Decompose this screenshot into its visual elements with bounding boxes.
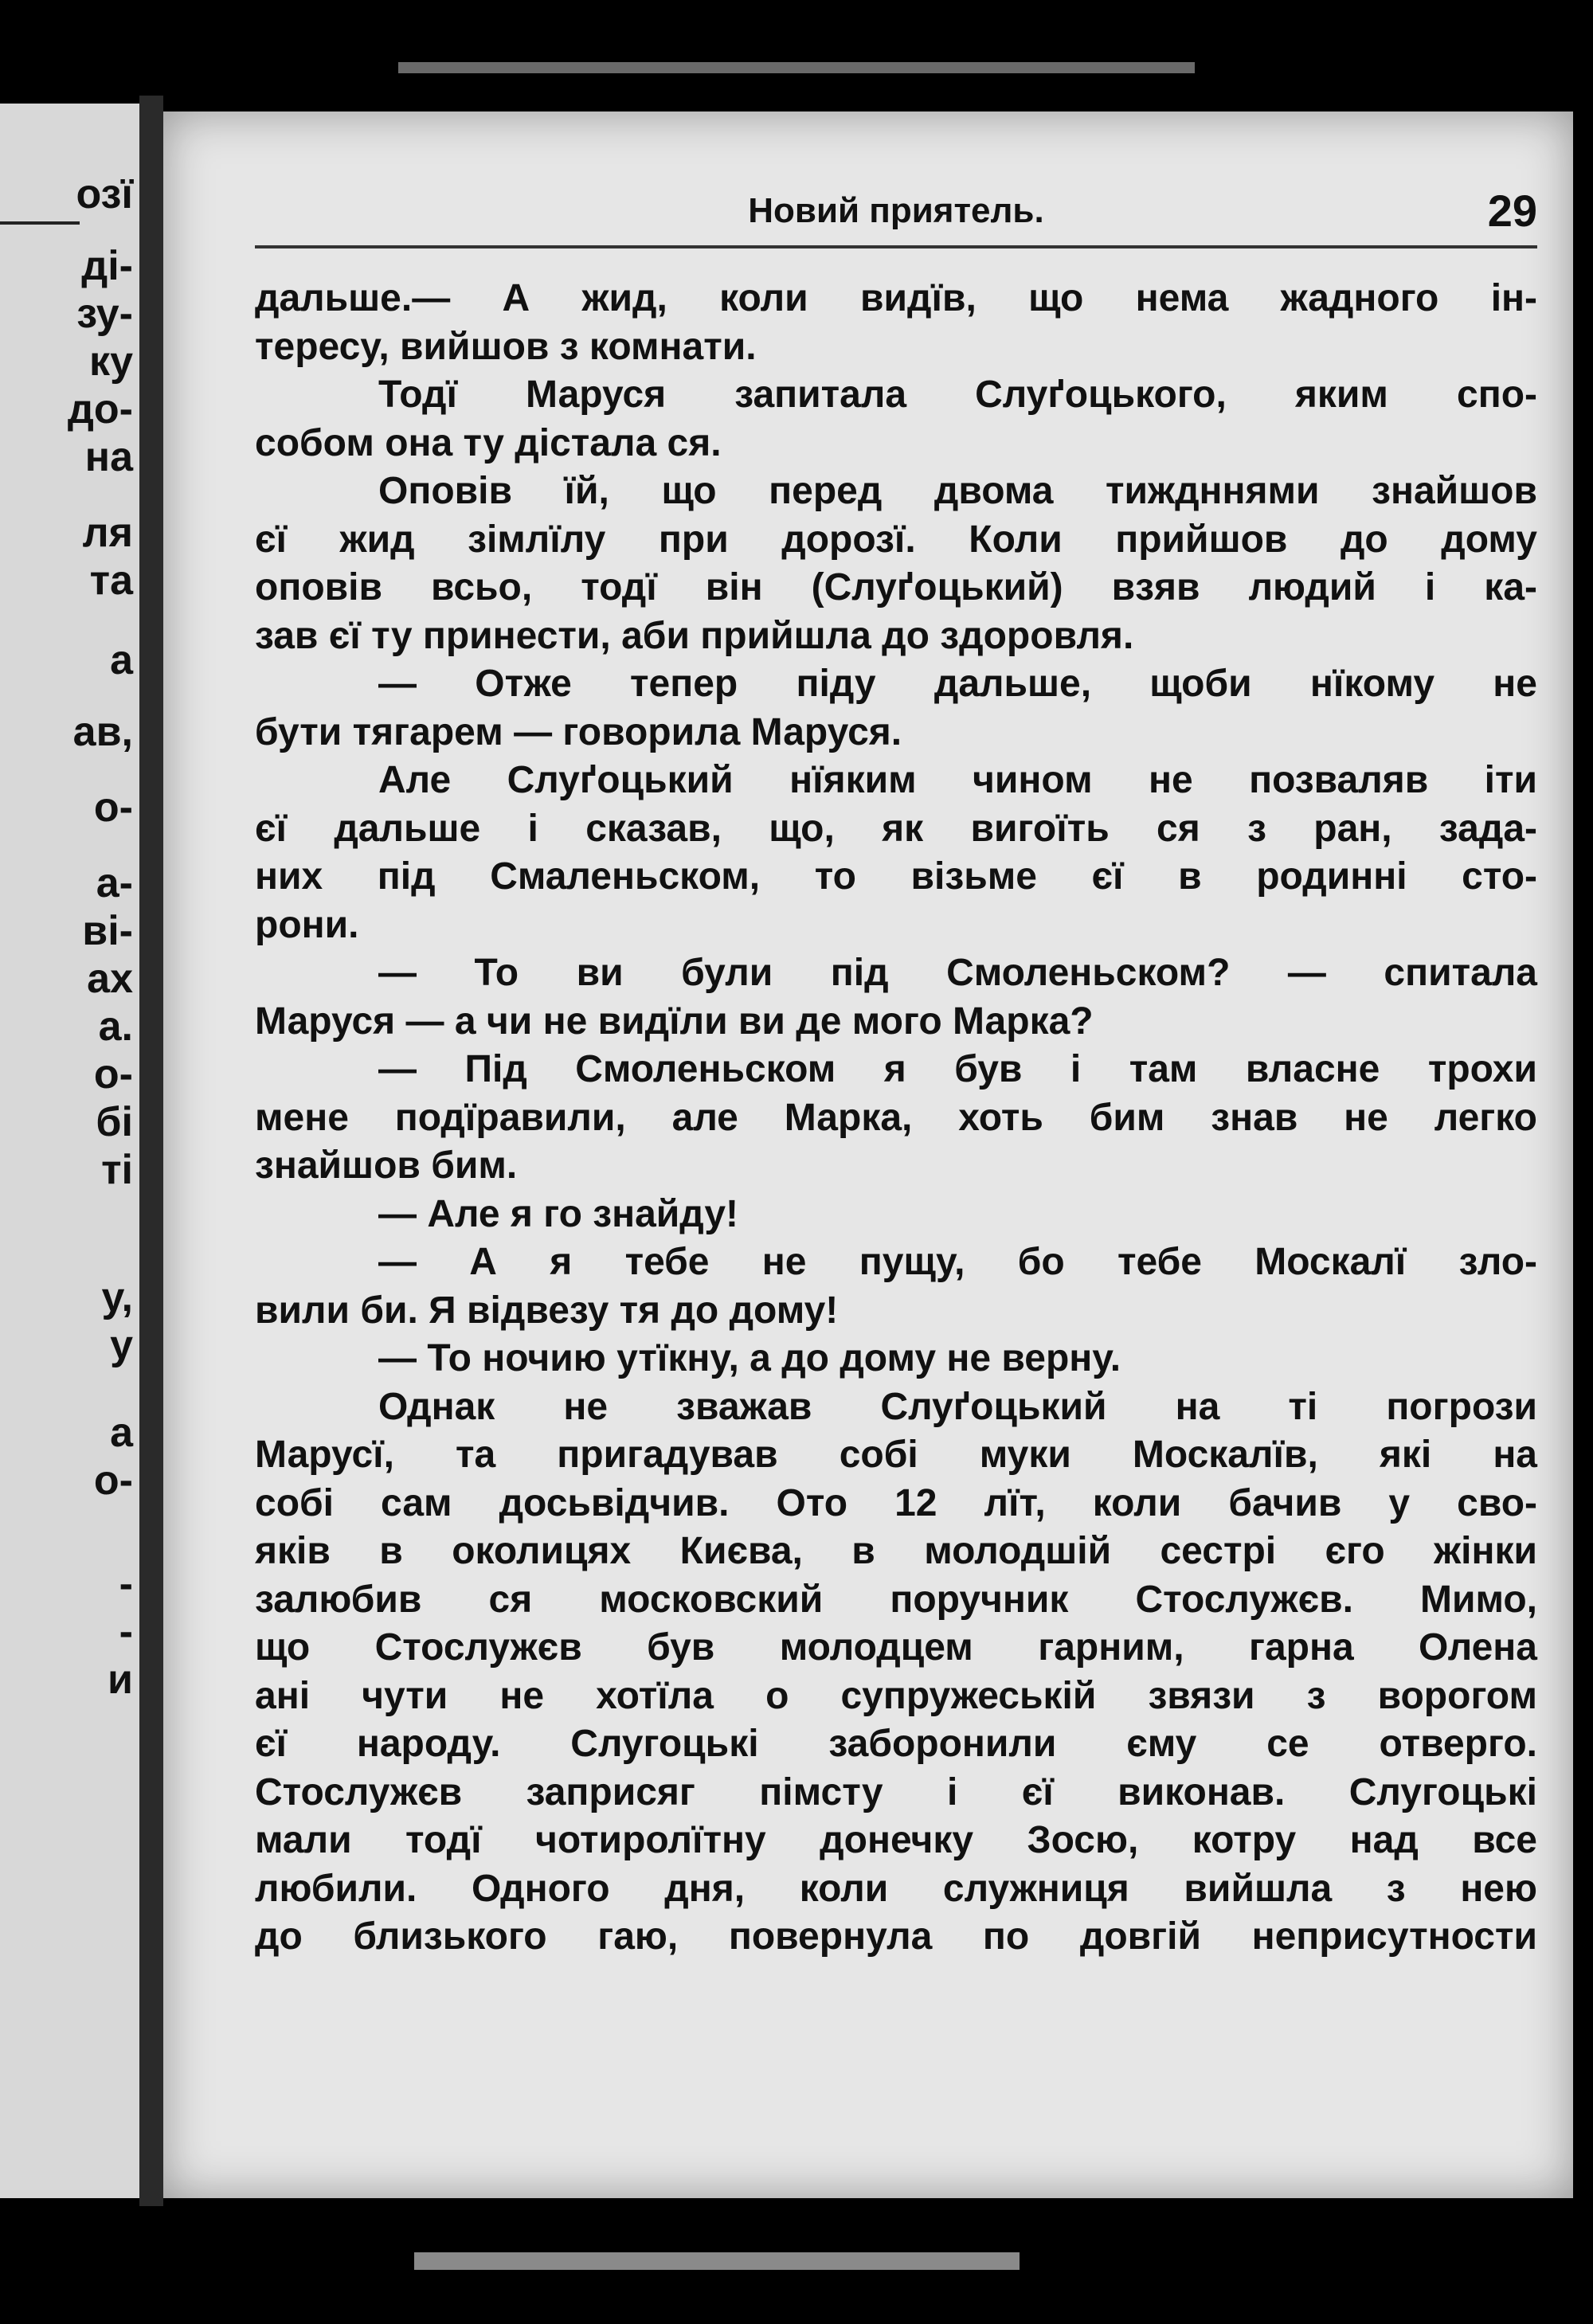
scan-border-top	[398, 62, 1195, 73]
text-line: зав єї ту принести, аби прийшла до здоровля.	[255, 614, 1134, 657]
text-line: знайшов бим.	[255, 1144, 518, 1187]
left-page-line: ля	[82, 510, 133, 556]
page-body-text	[255, 275, 1537, 1962]
text-line: мали тодї чотиролїтну донечку Зосю, котру над все	[255, 1819, 1537, 1861]
text-line: — Під Смоленьском я був і там власне трохи	[378, 1048, 1537, 1090]
text-line: — То ви були під Смоленьском? — спитала	[378, 952, 1537, 994]
text-line: — Але я го знайду!	[378, 1192, 739, 1235]
scan-border-bottom	[414, 2252, 1020, 2270]
text-line: до близького гаю, повернула по довгій неприсутности	[255, 1915, 1537, 1958]
left-page-line: а	[110, 1410, 133, 1456]
text-line: них під Смаленьском, то візьме єї в родинні сто-	[255, 855, 1537, 898]
left-page-line: а.	[98, 1004, 133, 1050]
book-page	[163, 112, 1573, 2198]
text-line: — А я тебе не пущу, бо тебе Москалї зло-	[378, 1241, 1537, 1283]
page-number: 29	[1487, 186, 1537, 236]
text-line: Але Слуґоцький нїяким чином не позваляв іти	[378, 759, 1537, 801]
text-line: бути тягарем — говорила Маруся.	[255, 710, 902, 753]
text-line: оповів всьо, тодї він (Слуґоцький) взяв людий і ка-	[255, 566, 1537, 608]
left-page-line: зу-	[76, 291, 133, 337]
left-page-line: а	[110, 637, 133, 683]
text-line: вили би. Я відвезу тя до дому!	[255, 1289, 839, 1332]
left-page-line: до-	[67, 386, 133, 432]
left-page-line: -	[119, 1609, 133, 1655]
text-line: любили. Одного дня, коли служниця вийшла з нею	[255, 1867, 1537, 1910]
text-line: залюбив ся московский поручник Стослужєв. Мимо,	[255, 1578, 1537, 1621]
running-title: Новий приятель.	[748, 191, 1044, 230]
text-line: Маруся — а чи не видїли ви де мого Марка?	[255, 1000, 1094, 1043]
left-page-line: ді-	[81, 243, 133, 289]
text-line: — То ночию утїкну, а до дому не верну.	[378, 1337, 1121, 1379]
text-line: рони.	[255, 903, 359, 946]
text-line: Однак не зважав Слуґоцький на ті погрози	[378, 1385, 1537, 1428]
text-line: собом она ту дістала ся.	[255, 421, 722, 464]
left-page-line: бі	[96, 1099, 133, 1145]
text-line: дальше.— А жид, коли видїв, що нема жадного ін-	[255, 277, 1537, 319]
text-line: що Стослужєв був молодцем гарним, гарна Олена	[255, 1626, 1537, 1669]
left-page-line: -	[119, 1561, 133, 1607]
left-page-line: о-	[93, 1457, 133, 1504]
left-page-line: та	[89, 558, 133, 604]
left-page-line: и	[108, 1657, 133, 1703]
left-page-line: ку	[89, 338, 133, 385]
left-page-rule	[0, 221, 80, 225]
left-page-line: ві-	[82, 908, 133, 954]
text-line: Тодї Маруся запитала Слуґоцького, яким спо-	[378, 374, 1537, 416]
text-line: Стослужєв заприсяг пімсту і єї виконав. Слугоцькі	[255, 1770, 1537, 1813]
left-page-line: о-	[93, 784, 133, 831]
left-page-line: у	[110, 1322, 133, 1368]
text-line: єї дальше і сказав, що, як вигоїть ся з ран, зада-	[255, 807, 1537, 850]
text-line: собі сам досьвідчив. Ото 12 лїт, коли бачив у сво-	[255, 1481, 1537, 1524]
left-page-line: ах	[87, 956, 133, 1002]
book-gutter	[139, 96, 163, 2206]
text-line: — Отже тепер піду дальше, щоби нїкому не	[378, 663, 1537, 705]
header-rule	[255, 245, 1537, 248]
text-line: Марусї, та пригадував собі муки Москалїв, які на	[255, 1434, 1537, 1476]
text-line: яків в околицях Києва, в молодшій сестрі єго жінки	[255, 1530, 1537, 1572]
left-page-line: озї	[76, 171, 133, 217]
left-page-line: на	[84, 434, 133, 480]
text-line: єї народу. Слугоцькі заборонили єму се отверго.	[255, 1723, 1537, 1765]
text-line: Оповів їй, що перед двома тиждннями знайшов	[378, 470, 1537, 512]
left-page-line: ав,	[72, 709, 133, 755]
text-line: мене подїравили, але Марка, хоть бим знав не легко	[255, 1096, 1537, 1139]
left-page-line: а-	[96, 860, 133, 906]
left-page-line: у,	[101, 1274, 133, 1320]
text-line: ані чути не хотїла о супружеській звязи з ворогом	[255, 1674, 1537, 1717]
left-page-line: ті	[101, 1147, 133, 1193]
text-line: єї жид зімлїлу при дорозї. Коли прийшов до дому	[255, 518, 1537, 561]
left-page-line: о-	[93, 1051, 133, 1097]
text-line: тересу, вийшов з комнати.	[255, 325, 757, 368]
left-page-fragment	[0, 104, 139, 2198]
